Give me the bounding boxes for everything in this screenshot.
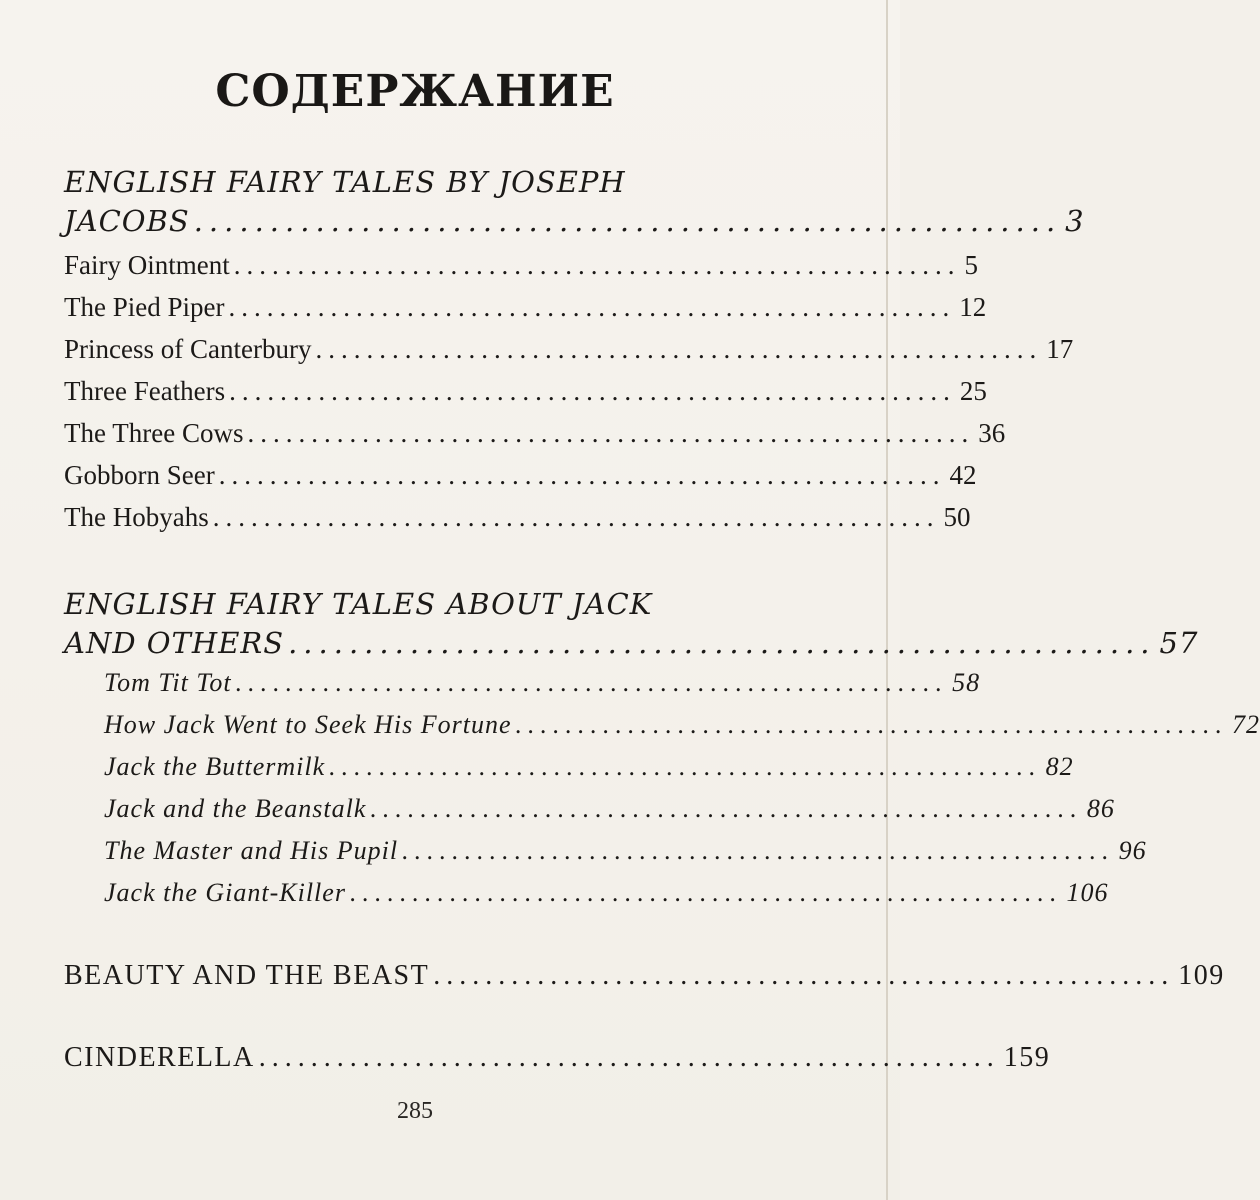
dot-leader: ......................................................... xyxy=(233,250,961,280)
toc-entry[interactable] xyxy=(64,292,987,334)
toc-section-2 xyxy=(64,582,1260,920)
entry-title: AND OTHERS xyxy=(64,626,285,660)
entry-title: BEAUTY AND THE BEAST xyxy=(64,960,430,991)
entry-page: 36 xyxy=(978,418,1006,448)
entry-page: 159 xyxy=(1003,1042,1051,1073)
entry-page: 82 xyxy=(1045,752,1074,781)
dot-leader: ......................................................... xyxy=(229,376,956,406)
toc-entry[interactable] xyxy=(64,376,987,418)
entry-title: How Jack Went to Seek His Fortune xyxy=(104,710,512,739)
entry-title: CINDERELLA xyxy=(64,1042,255,1073)
dot-leader: ......................................................... xyxy=(515,710,1228,739)
toc-entry[interactable] xyxy=(64,502,971,544)
entry-page: 96 xyxy=(1118,836,1147,865)
toc-entry[interactable] xyxy=(64,710,1260,752)
entry-page: 3 xyxy=(1065,204,1085,238)
page-title: СОДЕРЖАНИЕ xyxy=(215,66,615,117)
toc-entry[interactable] xyxy=(64,668,981,710)
toc-section-1 xyxy=(64,160,1085,544)
entry-title: The Master and His Pupil xyxy=(104,836,399,865)
entry-title: JACOBS xyxy=(64,204,190,238)
toc-entry[interactable] xyxy=(64,204,1085,246)
dot-leader: ......................................................... xyxy=(349,878,1063,907)
entry-title: Tom Tit Tot xyxy=(104,668,232,697)
toc-entry[interactable] xyxy=(64,1042,1051,1084)
entry-title: The Hobyahs xyxy=(64,502,209,532)
toc-entry[interactable] xyxy=(64,960,1225,1002)
dot-leader: ......................................................... xyxy=(402,836,1115,865)
toc-entry[interactable] xyxy=(64,626,1199,668)
entry-page: 42 xyxy=(949,460,977,490)
toc-entry[interactable] xyxy=(64,250,978,292)
dot-leader: ......................................................... xyxy=(212,502,940,532)
dot-leader: ......................................................... xyxy=(433,960,1175,991)
dot-leader: ......................................................... xyxy=(315,334,1043,364)
entry-page: 17 xyxy=(1046,334,1074,364)
dot-leader: ......................................................... xyxy=(288,626,1156,660)
dot-leader: ......................................................... xyxy=(228,292,956,322)
entry-title: The Pied Piper xyxy=(64,292,225,322)
toc-entry[interactable] xyxy=(64,878,1109,920)
entry-page: 57 xyxy=(1159,626,1199,660)
entry-page: 12 xyxy=(959,292,987,322)
page-number: 285 xyxy=(397,1098,433,1124)
entry-page: 5 xyxy=(964,250,978,280)
entry-title: Jack the Buttermilk xyxy=(104,752,326,781)
entry-page: 50 xyxy=(943,502,971,532)
dot-leader: ......................................................... xyxy=(247,418,975,448)
entry-title: Jack and the Beanstalk xyxy=(104,794,367,823)
entry-page: 58 xyxy=(952,668,981,697)
entry-page: 109 xyxy=(1178,960,1225,991)
section-heading: ENGLISH FAIRY TALES BY JOSEPH xyxy=(64,165,626,199)
section-heading: ENGLISH FAIRY TALES ABOUT JACK xyxy=(64,587,653,621)
entry-title: Fairy Ointment xyxy=(64,250,230,280)
dot-leader: ......................................................... xyxy=(258,1042,1000,1073)
table-of-contents xyxy=(64,160,1260,1084)
dot-leader: ......................................................... xyxy=(193,204,1062,238)
entry-page: 25 xyxy=(959,376,987,406)
entry-title: The Three Cows xyxy=(64,418,244,448)
entry-page: 86 xyxy=(1086,794,1115,823)
dot-leader: ......................................................... xyxy=(218,460,946,490)
dot-leader: ......................................................... xyxy=(370,794,1083,823)
entry-page: 72 xyxy=(1232,710,1260,739)
toc-entry[interactable] xyxy=(64,794,1115,836)
entry-title: Princess of Canterbury xyxy=(64,334,312,364)
entry-title: Gobborn Seer xyxy=(64,460,215,490)
toc-entry[interactable] xyxy=(64,752,1074,794)
entry-page: 106 xyxy=(1066,878,1109,907)
entry-title: Jack the Giant-Killer xyxy=(104,878,346,907)
page-edge xyxy=(886,0,888,1200)
toc-entry[interactable] xyxy=(64,836,1147,878)
dot-leader: ......................................................... xyxy=(235,668,949,697)
toc-entry[interactable] xyxy=(64,460,977,502)
toc-entry[interactable] xyxy=(64,418,1006,460)
entry-title: Three Feathers xyxy=(64,376,226,406)
toc-entry[interactable] xyxy=(64,334,1074,376)
dot-leader: ......................................................... xyxy=(329,752,1042,781)
